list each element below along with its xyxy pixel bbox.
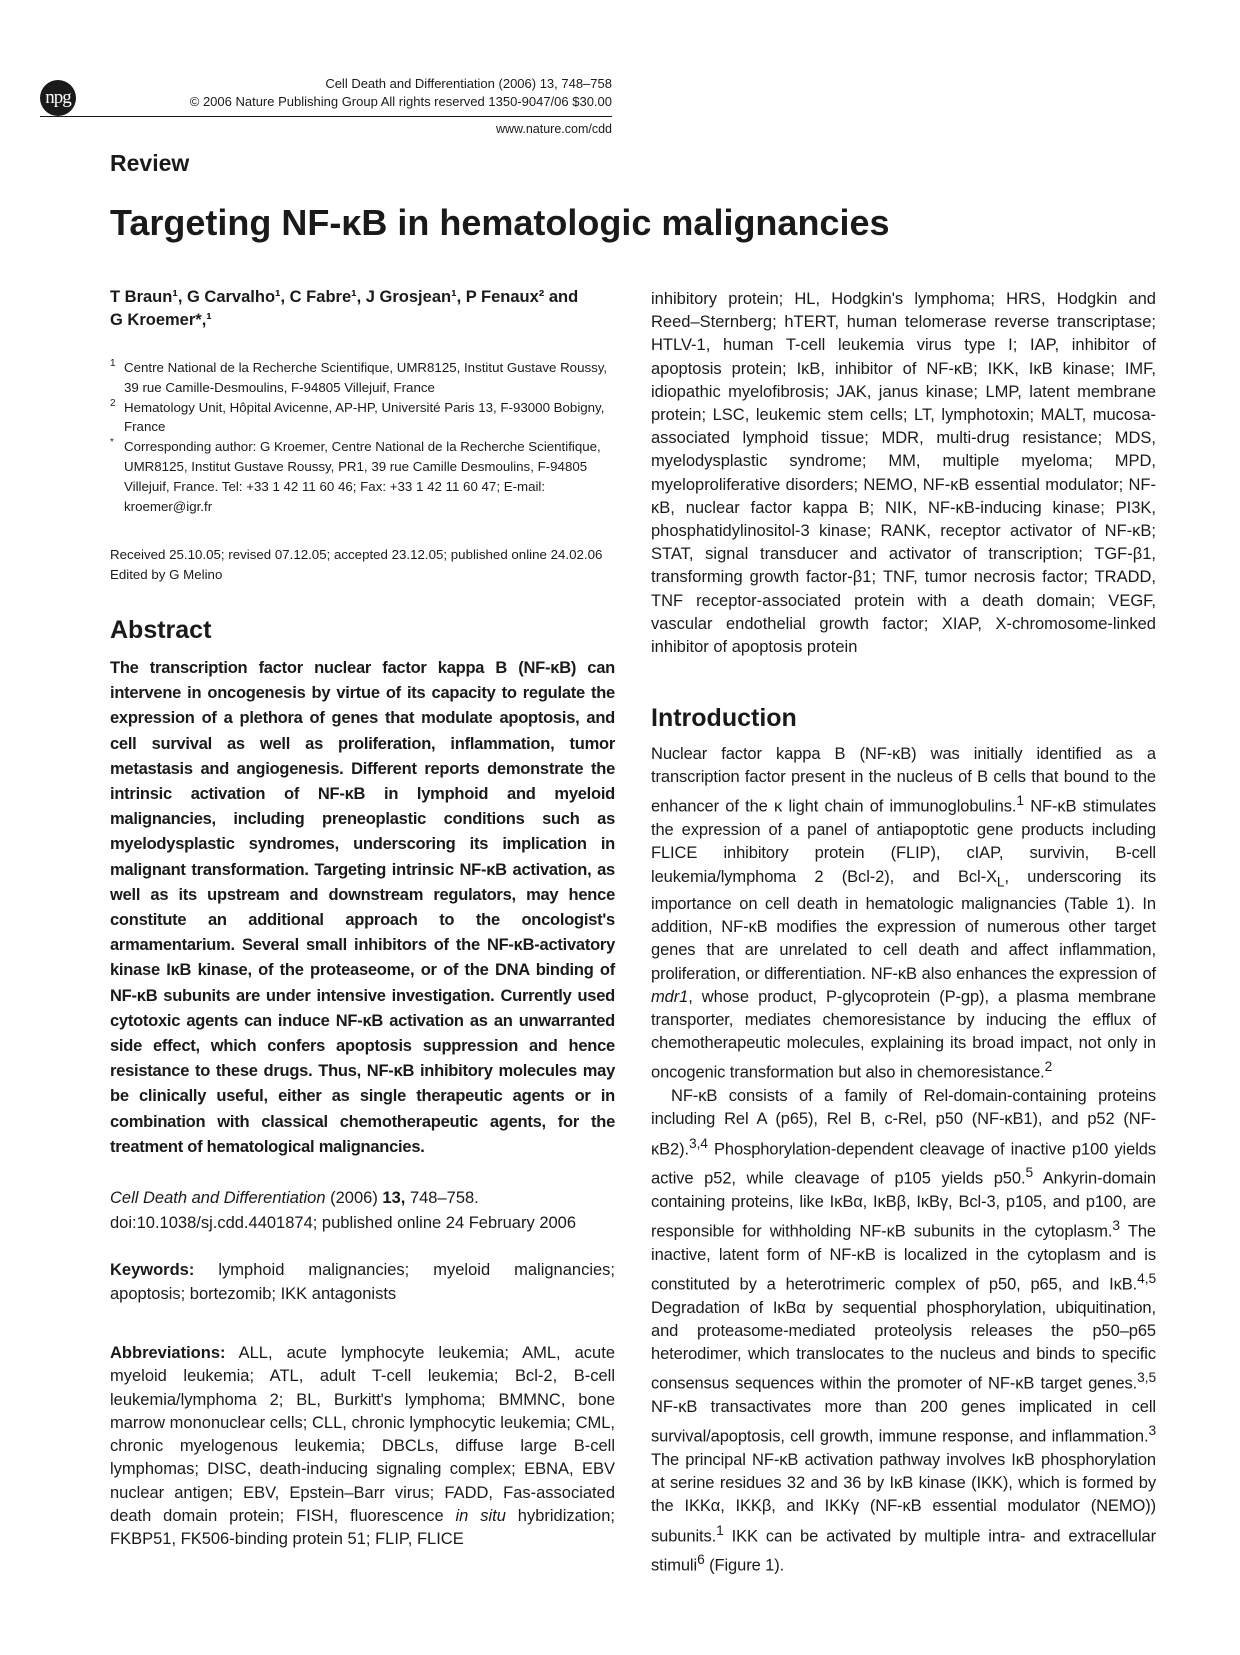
keywords [110,1258,615,1306]
npg-logo: npg [40,80,76,116]
text-run: Degradation of IκBα by sequential phosphorylation, ubiquitination, and proteasome-mediated proteolysis releases the p50–p65 heterodimer, which translocates to the nucleus and binds to specific consensus sequences within the promoter of NF-κB target genes. [651,1298,1156,1393]
abbreviations-italic: in situ [455,1507,506,1526]
affiliation-mark: 1 [110,358,116,369]
gene-name: mdr1 [651,987,689,1006]
citation-year: (2006) [325,1189,383,1207]
text-run: NF-κB transactivates more than 200 genes implicated in cell survival/apoptosis, cell growth, immune response, and inflammation. [651,1398,1156,1446]
journal-url[interactable]: www.nature.com/cdd [495,122,612,136]
reference[interactable]: 3 [1148,1423,1156,1439]
authors-line-1: T Braun¹, G Carvalho¹, C Fabre¹, J Grosjean¹, P Fenaux² and [110,288,579,306]
copyright-line: © 2006 Nature Publishing Group All rights reserved 1350-9047/06 $30.00 [189,94,612,109]
article-title: Targeting NF-κB in hematologic malignancies [110,202,890,243]
text-run: Phosphorylation-dependent cleavage of inactive p100 yields active p52, while cleavage of p105 yields p50. [651,1140,1156,1188]
introduction-body [651,743,1156,1578]
text-run: The principal NF-κB activation pathway involves IκB phosphorylation at serine residues 32 and 36 by IκB kinase (IKK), which is formed by the IKKα, IKKβ, and IKKγ (NF-κB essential modulator (NEMO)) subunits. [651,1450,1156,1546]
corresponding-author [110,437,620,516]
citation-journal: Cell Death and Differentiation [110,1189,326,1207]
reference[interactable]: 3,4 [689,1135,708,1151]
affiliation-2 [110,398,620,438]
keywords-label: Keywords: [110,1261,195,1279]
text-run: The inactive, latent form of NF-κB is localized in the cytoplasm and is constituted by a heterotrimeric complex of p50, p65, and IκB. [651,1222,1156,1294]
text-run: NF-κB stimulates the expression of a panel of antiapoptotic gene products including FLICE inhibitory protein (FLIP), cIAP, survivin, B-cell leukemia/lymphoma 2 (Bcl-2), and Bcl-X [651,797,1156,886]
intro-paragraph-2 [651,1085,1156,1578]
reference[interactable]: 4,5 [1137,1271,1156,1287]
reference[interactable]: 1 [716,1522,724,1538]
edited-by: Edited by G Melino [110,566,223,582]
reference[interactable]: 3 [1112,1218,1120,1234]
abbreviations-text-end: hybridization; FKBP51, FK506-binding protein 51; FLIP, FLICE [110,1507,615,1549]
abbreviations-part-2: inhibitory protein; HL, Hodgkin's lymphoma; HRS, Hodgkin and Reed–Sternberg; hTERT, human telomerase reverse transcriptase; HTLV-1, human T-cell leukemia virus type I; IAP, inhibitor of apoptosis protein; IκB, inhibitor of NF-κB; IKK, IκB kinase; IMF, idiopathic myelofibrosis; JAK, janus kinase; LMP, latent membrane protein; LSC, leukemic stem cells; LT, lymphotoxin; MALT, mucosa-associated lymphoid tissue; MDR, multi-drug resistance; MDS, myelodysplastic syndrome; MM, multiple myeloma; MPD, myeloproliferative disorders; NEMO, NF-κB essential modulator; NF-κB, nuclear factor kappa B; NIK, NF-κB-inducing kinase; PI3K, phosphatidylinositol-3 kinase; RANK, receptor activator of NF-κB; STAT, signal transducer and activator of transcription; TGF-β1, transforming growth factor-β1; TNF, tumor necrosis factor; TRADD, TNF receptor-associated protein with a death domain; VEGF, vascular endothelial growth factor; XIAP, X-chromosome-linked inhibitor of apoptosis protein [651,290,1156,657]
affiliation-text: Centre National de la Recherche Scientifique, UMR8125, Institut Gustave Roussy, 39 rue Camille-Desmoulins, F-94805 Villejuif, France [124,360,608,395]
intro-paragraph-1 [651,743,1156,1085]
affiliation-text: Corresponding author: G Kroemer, Centre National de la Recherche Scientifique, UMR8125, Institut Gustave Roussy, PR1, 39 rue Camille Desmoulins, F-94805 Villejuif, France. Tel: +33 1 42 11 60 46; Fax: +33 1 42 11 60 47; E-mail: kroemer@igr.fr [124,439,601,514]
introduction-heading: Introduction [651,704,797,732]
text-run: Ankyrin-domain containing proteins, like IκBα, IκBβ, IκBγ, Bcl-3, p105, and p100, are responsible for withholding NF-κB subunits in the cytoplasm. [651,1169,1156,1241]
reference[interactable]: 6 [697,1552,705,1568]
abbreviations-label: Abbreviations: [110,1344,226,1362]
text-run: NF-κB consists of a family of Rel-domain-containing proteins including Rel A (p65), Rel B, c-Rel, p50 (NF-κB1), and p52 (NF-κB2). [651,1087,1156,1159]
text-run: Nuclear factor kappa B (NF-κB) was initially identified as a transcription factor present in the nucleus of B cells that bound to the enhancer of the κ light chain of immunoglobulins. [651,745,1156,816]
abstract-text: The transcription factor nuclear factor kappa B (NF-κB) can intervene in oncogenesis by virtue of its capacity to regulate the expression of a plethora of genes that modulate apoptosis, and cell survival as well as proliferation, inflammation, tumor metastasis and angiogenesis. Different reports demonstrate the intrinsic activation of NF-κB in lymphoid and myeloid malignancies, including preneoplastic conditions such as myelodysplastic syndromes, underscoring its implication in malignant transformation. Targeting intrinsic NF-κB activation, as well as its upstream and downstream regulators, may hence constitute an additional approach to the oncologist's armamentarium. Several small inhibitors of the NF-κB-activatory kinase IκB kinase, of the proteaseome, or of the DNA binding of NF-κB subunits are under intensive investigation. Currently used cytotoxic agents can induce NF-κB activation as an unwarranted side effect, which confers apoptosis suppression and hence resistance to these drugs. Thus, NF-κB inhibitory molecules may be clinically useful, either as single therapeutic agents or in combination with classical chemotherapeutic agents, for the treatment of hematological malignancies. [110,659,615,1156]
received-dates: Received 25.10.05; revised 07.12.05; accepted 23.12.05; published online 24.02.06 [110,547,603,562]
citation-pages: 748–758. [405,1189,479,1207]
subscript: L [996,873,1005,889]
affiliation-mark: 2 [110,397,116,409]
abbreviations-part-1 [110,1342,615,1552]
doi-line[interactable]: doi:10.1038/sj.cdd.4401874; published online 24 February 2006 [110,1214,577,1232]
article-type: Review [110,150,190,176]
author-list [110,286,620,332]
affiliation-1 [110,358,620,398]
reference[interactable]: 1 [1016,793,1024,809]
journal-citation-header: Cell Death and Differentiation (2006) 13, 748–758 [325,76,612,91]
text-run: IKK can be activated by multiple intra- and extracellular stimuli [651,1527,1156,1575]
reference[interactable]: 2 [1044,1059,1053,1075]
text-run: , underscoring its importance on cell death in hematologic malignancies (Table 1). In addition, NF-κB modifies the expression of numerous other target genes that are unrelated to cell death and affect inflammation, proliferation, or differentiation. NF-κB also enhances the expression of [651,867,1157,983]
citation-volume: 13, [382,1189,406,1207]
abbreviations-text: ALL, acute lymphocyte leukemia; AML, acute myeloid leukemia; ATL, adult T-cell leukemia; Bcl-2, B-cell leukemia/lymphoma 2; BL, Burkitt's lymphoma; BMMNC, bone marrow mononuclear cells; CLL, chronic lymphocytic leukemia; CML, chronic myelogenous leukemia; DBCLs, diffuse large B-cell lymphomas; DISC, death-inducing signaling complex; EBNA, EBV nuclear antigen; EBV, Epstein–Barr virus; FADD, Fas-associated death domain protein; FISH, fluorescence [110,1344,615,1526]
reference[interactable]: 3,5 [1137,1370,1156,1386]
authors-line-2: G Kroemer*,¹ [110,311,212,329]
reference[interactable]: 5 [1025,1165,1033,1181]
affiliation-text: Hematology Unit, Hôpital Avicenne, AP-HP, Université Paris 13, F-93000 Bobigny, France [124,399,605,435]
affiliations [110,358,620,516]
abstract-citation [110,1186,620,1236]
keywords-text: lymphoid malignancies; myeloid malignancies; apoptosis; bortezomib; IKK antagonists [110,1261,615,1303]
dates-block [110,545,620,584]
text-run: , whose product, P-glycoprotein (P-gp), a plasma membrane transporter, mediates chemoresistance by inducing the efflux of chemotherapeutic molecules, explaining its broad impact, not only in oncogenic transformation but also in chemoresistance. [651,987,1156,1082]
affiliation-mark: * [110,437,114,449]
text-run: (Figure 1). [704,1556,785,1575]
abstract-heading: Abstract [110,616,212,644]
header-rule [40,116,612,117]
